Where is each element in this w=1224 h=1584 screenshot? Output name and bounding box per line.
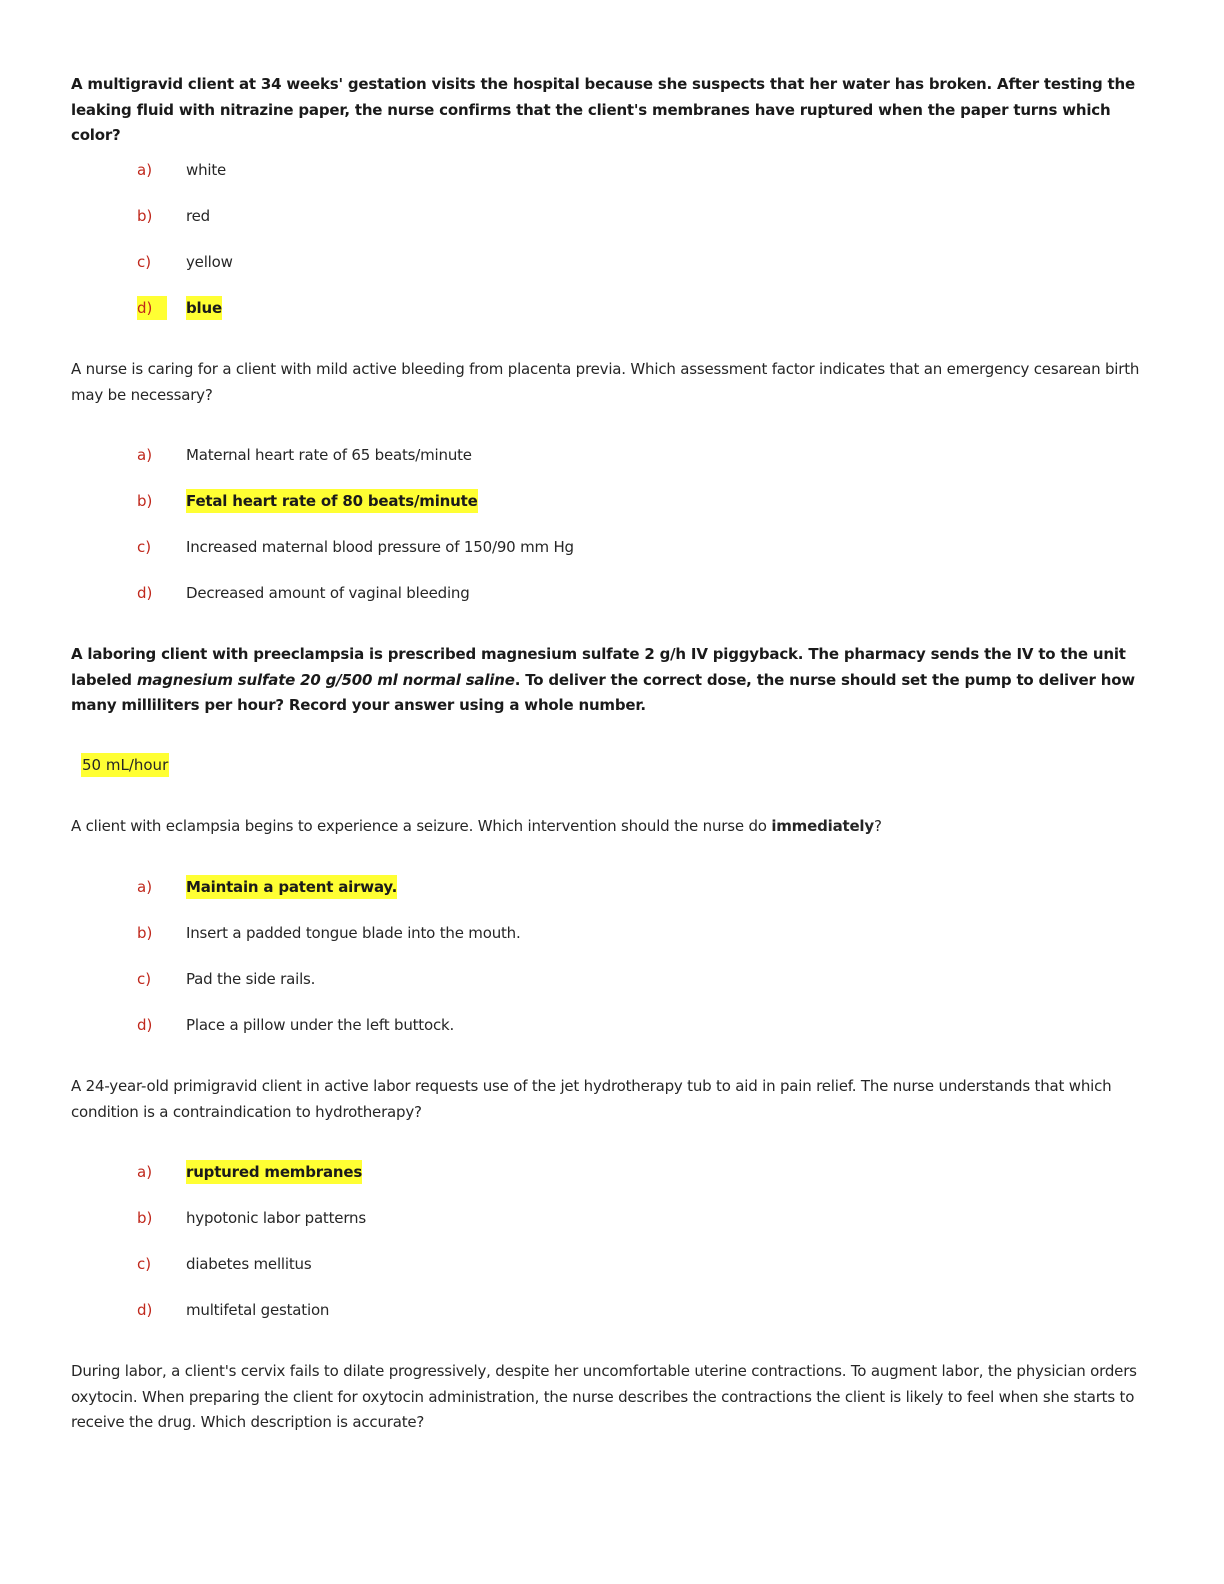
question-1-stem: A multigravid client at 34 weeks' gestation visits the hospital because she suspects that her water has broken. After testing the leaking fluid with nitrazine paper, the nurse confirms that the client's membranes have ruptured when the paper turns which color? <box>71 75 1135 144</box>
question-3-stem: A laboring client with preeclampsia is prescribed magnesium sulfate 2 g/h IV piggyback. The pharmacy sends the IV to the unit labeled magnesium sulfate 20 g/500 ml normal saline. To deliver the correct dose, the nurse should set the pump to deliver how many milliliters per hour? Record your answer using a whole number. <box>71 645 1135 714</box>
question-3-answer: 50 mL/hour <box>81 753 169 777</box>
emphasis-immediately: immediately <box>771 817 874 835</box>
question-6-stem: During labor, a client's cervix fails to dilate progressively, despite her uncomfortable uterine contractions. To augment labor, the physician orders oxytocin. When preparing the client for oxytocin administration, the nurse describes the contractions the client is likely to feel when she starts to receive the drug. Which description is accurate? <box>71 1362 1137 1431</box>
question-2-stem: A nurse is caring for a client with mild active bleeding from placenta previa. Which assessment factor indicates that an emergency cesarean birth may be necessary? <box>71 360 1140 404</box>
question-4-stem: A client with eclampsia begins to experience a seizure. Which intervention should the nurse do immediately? <box>71 817 882 835</box>
iv-label-text: magnesium sulfate 20 g/500 ml normal saline <box>136 670 515 689</box>
question-5-stem: A 24-year-old primigravid client in active labor requests use of the jet hydrotherapy tub to aid in pain relief. The nurse understands that which condition is a contraindication to hydrotherapy? <box>71 1077 1112 1121</box>
